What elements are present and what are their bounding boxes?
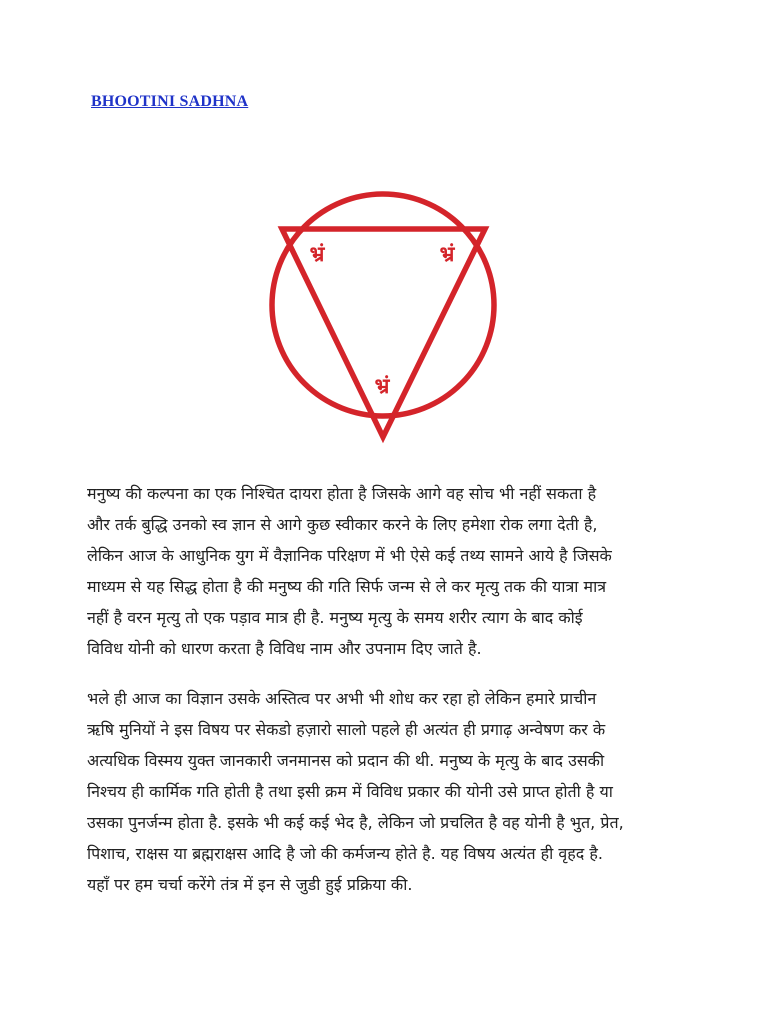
paragraph-line: निश्चय ही कार्मिक गति होती है तथा इसी क्रम में विविध प्रकार की योनी उसे प्राप्त होती है या bbox=[87, 782, 613, 801]
paragraph-line: पिशाच, राक्षस या ब्रह्मराक्षस आदि है जो की कर्मजन्य होते है. यह विषय अत्यंत ही वृहद है. bbox=[87, 844, 603, 863]
paragraph-line: यहाँ पर हम चर्चा करेंगे तंत्र में इन से जुडी हुई प्रक्रिया की. bbox=[87, 875, 413, 894]
yantra-glyph-right: भ्रं bbox=[439, 242, 455, 266]
paragraph-line: ऋषि मुनियों ने इस विषय पर सेकडो हज़ारो सालो पहले ही अत्यंत ही प्रगाढ़ अन्वेषण कर के bbox=[87, 720, 606, 739]
paragraph-line: उसका पुनर्जन्म होता है. इसके भी कई कई भेद है, लेकिन जो प्रचलित है वह योनी है भुत, प्रेत, bbox=[87, 813, 624, 832]
paragraph-line: अत्यधिक विस्मय युक्त जानकारी जनमानस को प्रदान की थी. मनुष्य के मृत्यु के बाद उसकी bbox=[87, 751, 605, 770]
yantra-diagram bbox=[267, 161, 499, 445]
paragraph-line: माध्यम से यह सिद्ध होता है की मनुष्य की गति सिर्फ जन्म से ले कर मृत्यु तक की यात्रा मात्र bbox=[87, 577, 607, 596]
paragraph-2 bbox=[87, 683, 687, 900]
paragraph-1 bbox=[87, 478, 687, 664]
paragraph-line: विविध योनी को धारण करता है विविध नाम और उपनाम दिए जाते है. bbox=[87, 639, 482, 658]
paragraph-line: और तर्क बुद्धि उनको स्व ज्ञान से आगे कुछ स्वीकार करने के लिए हमेशा रोक लगा देती है, bbox=[87, 515, 598, 534]
yantra-glyph-bottom: भ्रं bbox=[374, 374, 390, 398]
paragraph-line: भले ही आज का विज्ञान उसके अस्तित्व पर अभी भी शोध कर रहा हो लेकिन हमारे प्राचीन bbox=[87, 689, 597, 708]
document-title[interactable]: BHOOTINI SADHNA bbox=[91, 93, 249, 110]
yantra-glyph-left: भ्रं bbox=[309, 242, 325, 266]
paragraph-line: मनुष्य की कल्पना का एक निश्चित दायरा होता है जिसके आगे वह सोच भी नहीं सकता है bbox=[87, 484, 597, 503]
paragraph-line: नहीं है वरन मृत्यु तो एक पड़ाव मात्र ही है. मनुष्य मृत्यु के समय शरीर त्याग के बाद कोई bbox=[87, 608, 583, 627]
paragraph-line: लेकिन आज के आधुनिक युग में वैज्ञानिक परिक्षण में भी ऐसे कई तथ्य सामने आये है जिसके bbox=[87, 546, 612, 565]
